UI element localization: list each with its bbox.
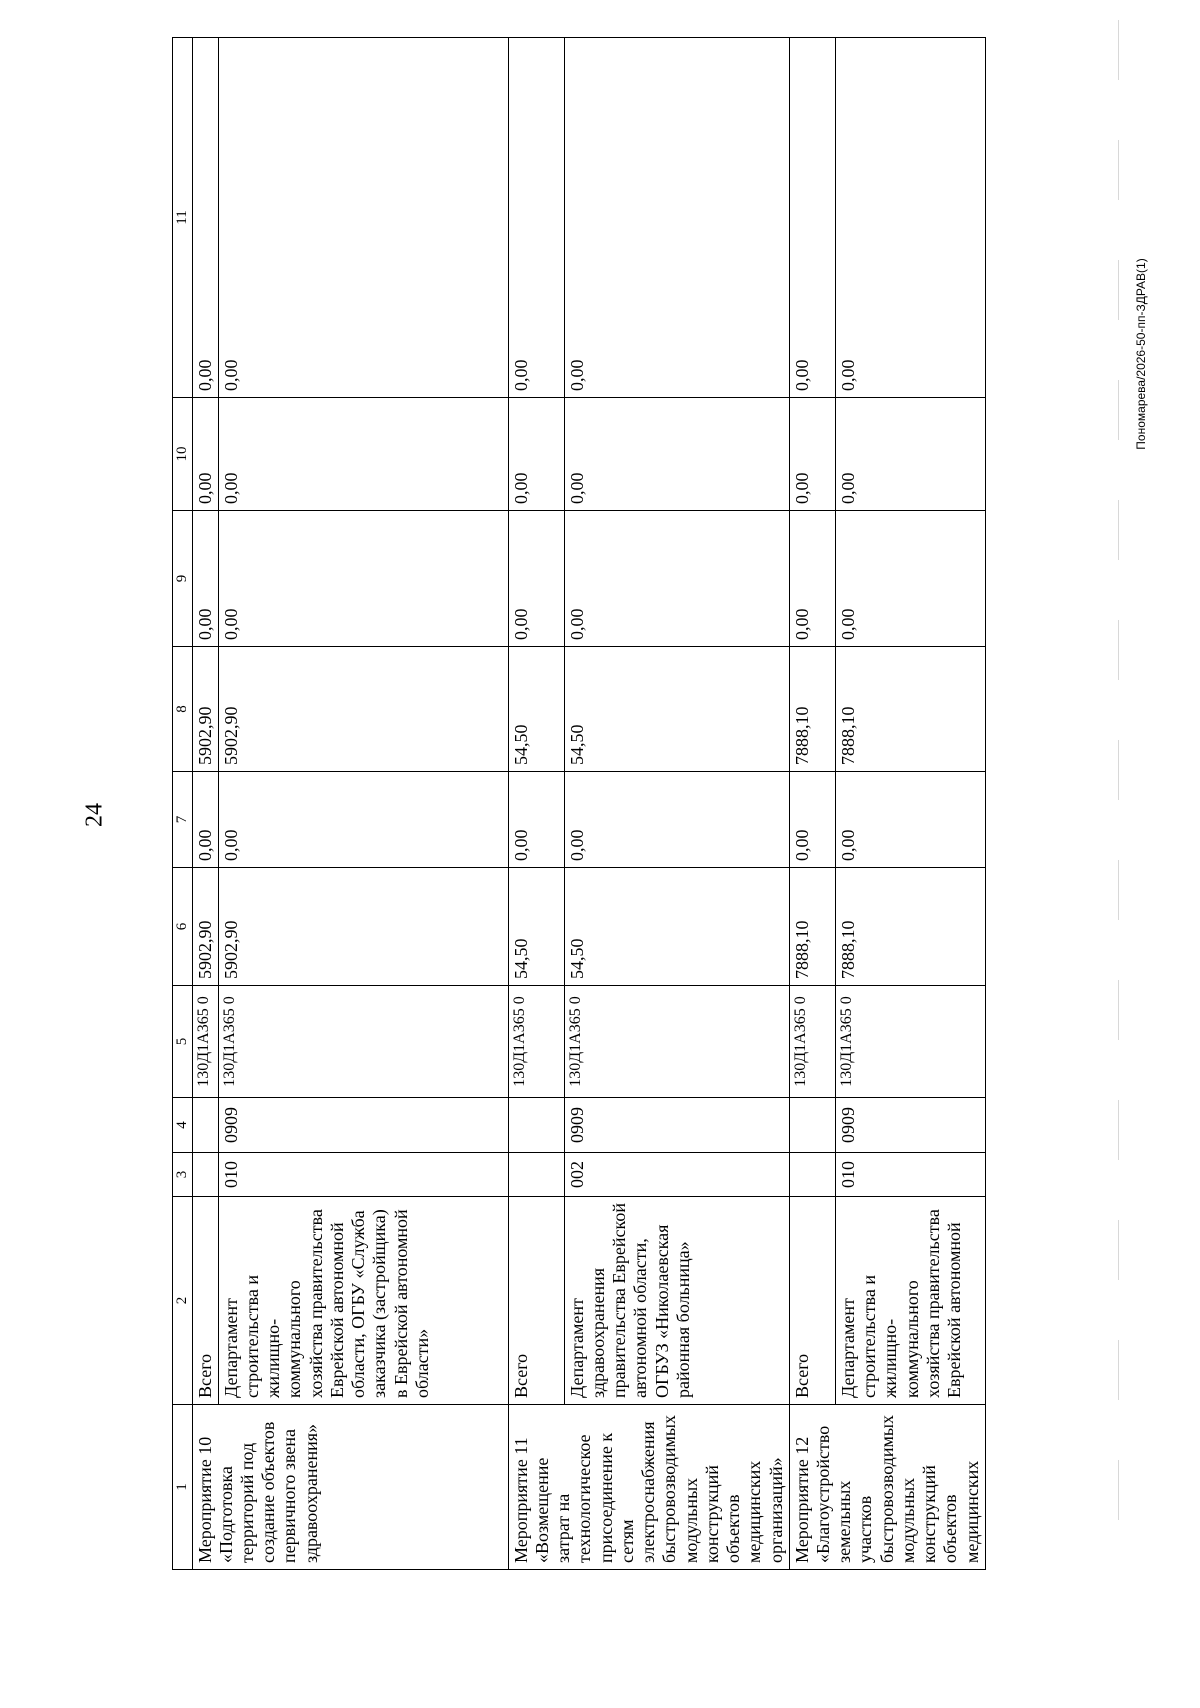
rz-cell bbox=[508, 1098, 564, 1153]
grbs-cell bbox=[789, 1153, 835, 1197]
table-row bbox=[789, 38, 835, 1570]
value-cell-11: 0,00 bbox=[835, 38, 985, 398]
value-cell-9: 0,00 bbox=[789, 511, 835, 647]
value-cell-9: 0,00 bbox=[192, 511, 218, 647]
table-row bbox=[835, 38, 985, 1570]
header-cell: 10 bbox=[173, 398, 193, 511]
event-name: Мероприятие 12 «Благоустройство земельных участков быстровозводимых модульных конструкций объектов медицинских bbox=[789, 1405, 985, 1570]
grbs-cell: 002 bbox=[564, 1153, 789, 1197]
value-cell-7: 0,00 bbox=[564, 772, 789, 868]
grbs-cell bbox=[192, 1153, 218, 1197]
budget-table bbox=[172, 37, 986, 1570]
header-cell: 3 bbox=[173, 1153, 193, 1197]
header-cell: 4 bbox=[173, 1098, 193, 1153]
csr-cell: 130Д1А365 0 bbox=[218, 986, 508, 1098]
value-cell-10: 0,00 bbox=[835, 398, 985, 511]
grbs-cell: 010 bbox=[218, 1153, 508, 1197]
value-cell-8: 5902,90 bbox=[218, 647, 508, 772]
scan-edge-marks bbox=[1118, 20, 1119, 1580]
executor-cell: Департамент здравоохранения правительства Еврейской автономной области, ОГБУЗ «Николаевская районная больница» bbox=[564, 1197, 789, 1405]
executor-cell: Всего bbox=[508, 1197, 564, 1405]
value-cell-8: 5902,90 bbox=[192, 647, 218, 772]
value-cell-9: 0,00 bbox=[564, 511, 789, 647]
executor-cell: Департамент строительства и жилищно-коммунального хозяйства правительства Еврейской автономной области, ОГБУ «Служба заказчика (застройщика) в Еврейской автономной области» bbox=[218, 1197, 508, 1405]
executor-cell: Всего bbox=[192, 1197, 218, 1405]
csr-cell: 130Д1А365 0 bbox=[564, 986, 789, 1098]
event-name: Мероприятие 10 «Подготовка территорий под создание объектов первичного звена здравоохранения» bbox=[192, 1405, 508, 1570]
value-cell-10: 0,00 bbox=[789, 398, 835, 511]
value-cell-9: 0,00 bbox=[508, 511, 564, 647]
csr-cell: 130Д1А365 0 bbox=[508, 986, 564, 1098]
value-cell-8: 7888,10 bbox=[835, 647, 985, 772]
value-cell-7: 0,00 bbox=[218, 772, 508, 868]
header-cell: 8 bbox=[173, 647, 193, 772]
event-name: Мероприятие 11 «Возмещение затрат на технологическое присоединение к сетям электроснабжения быстровозводимых модульных конструкций объектов медицинских организаций» bbox=[508, 1405, 789, 1570]
value-cell-6: 7888,10 bbox=[789, 868, 835, 986]
grbs-cell: 010 bbox=[835, 1153, 985, 1197]
executor-cell: Всего bbox=[789, 1197, 835, 1405]
csr-cell: 130Д1А365 0 bbox=[192, 986, 218, 1098]
value-cell-7: 0,00 bbox=[789, 772, 835, 868]
rotated-table-container bbox=[172, 38, 1112, 1570]
header-cell: 1 bbox=[173, 1405, 193, 1570]
table-row bbox=[218, 38, 508, 1570]
rz-cell: 0909 bbox=[218, 1098, 508, 1153]
header-row bbox=[173, 38, 193, 1570]
header-cell: 11 bbox=[173, 38, 193, 398]
value-cell-9: 0,00 bbox=[835, 511, 985, 647]
value-cell-6: 7888,10 bbox=[835, 868, 985, 986]
value-cell-6: 5902,90 bbox=[192, 868, 218, 986]
grbs-cell bbox=[508, 1153, 564, 1197]
value-cell-10: 0,00 bbox=[192, 398, 218, 511]
table-row bbox=[564, 38, 789, 1570]
header-cell: 7 bbox=[173, 772, 193, 868]
csr-cell: 130Д1А365 0 bbox=[789, 986, 835, 1098]
value-cell-6: 54,50 bbox=[508, 868, 564, 986]
value-cell-7: 0,00 bbox=[835, 772, 985, 868]
header-cell: 6 bbox=[173, 868, 193, 986]
value-cell-11: 0,00 bbox=[192, 38, 218, 398]
page-number: 24 bbox=[81, 803, 108, 827]
value-cell-6: 5902,90 bbox=[218, 868, 508, 986]
value-cell-8: 54,50 bbox=[508, 647, 564, 772]
table-row bbox=[192, 38, 218, 1570]
value-cell-9: 0,00 bbox=[218, 511, 508, 647]
rz-cell bbox=[192, 1098, 218, 1153]
value-cell-7: 0,00 bbox=[192, 772, 218, 868]
table-row bbox=[508, 38, 564, 1570]
value-cell-10: 0,00 bbox=[508, 398, 564, 511]
csr-cell: 130Д1А365 0 bbox=[835, 986, 985, 1098]
rz-cell: 0909 bbox=[564, 1098, 789, 1153]
value-cell-10: 0,00 bbox=[218, 398, 508, 511]
value-cell-11: 0,00 bbox=[508, 38, 564, 398]
value-cell-11: 0,00 bbox=[789, 38, 835, 398]
rz-cell bbox=[789, 1098, 835, 1153]
value-cell-11: 0,00 bbox=[564, 38, 789, 398]
rz-cell: 0909 bbox=[835, 1098, 985, 1153]
value-cell-8: 7888,10 bbox=[789, 647, 835, 772]
value-cell-8: 54,50 bbox=[564, 647, 789, 772]
executor-cell: Департамент строительства и жилищно-коммунального хозяйства правительства Еврейской автономной bbox=[835, 1197, 985, 1405]
value-cell-7: 0,00 bbox=[508, 772, 564, 868]
document-code: Пономарева/2026-50-пп-ЗДРАВ(1) bbox=[1134, 258, 1148, 450]
value-cell-11: 0,00 bbox=[218, 38, 508, 398]
header-cell: 5 bbox=[173, 986, 193, 1098]
header-cell: 9 bbox=[173, 511, 193, 647]
value-cell-10: 0,00 bbox=[564, 398, 789, 511]
header-cell: 2 bbox=[173, 1197, 193, 1405]
value-cell-6: 54,50 bbox=[564, 868, 789, 986]
